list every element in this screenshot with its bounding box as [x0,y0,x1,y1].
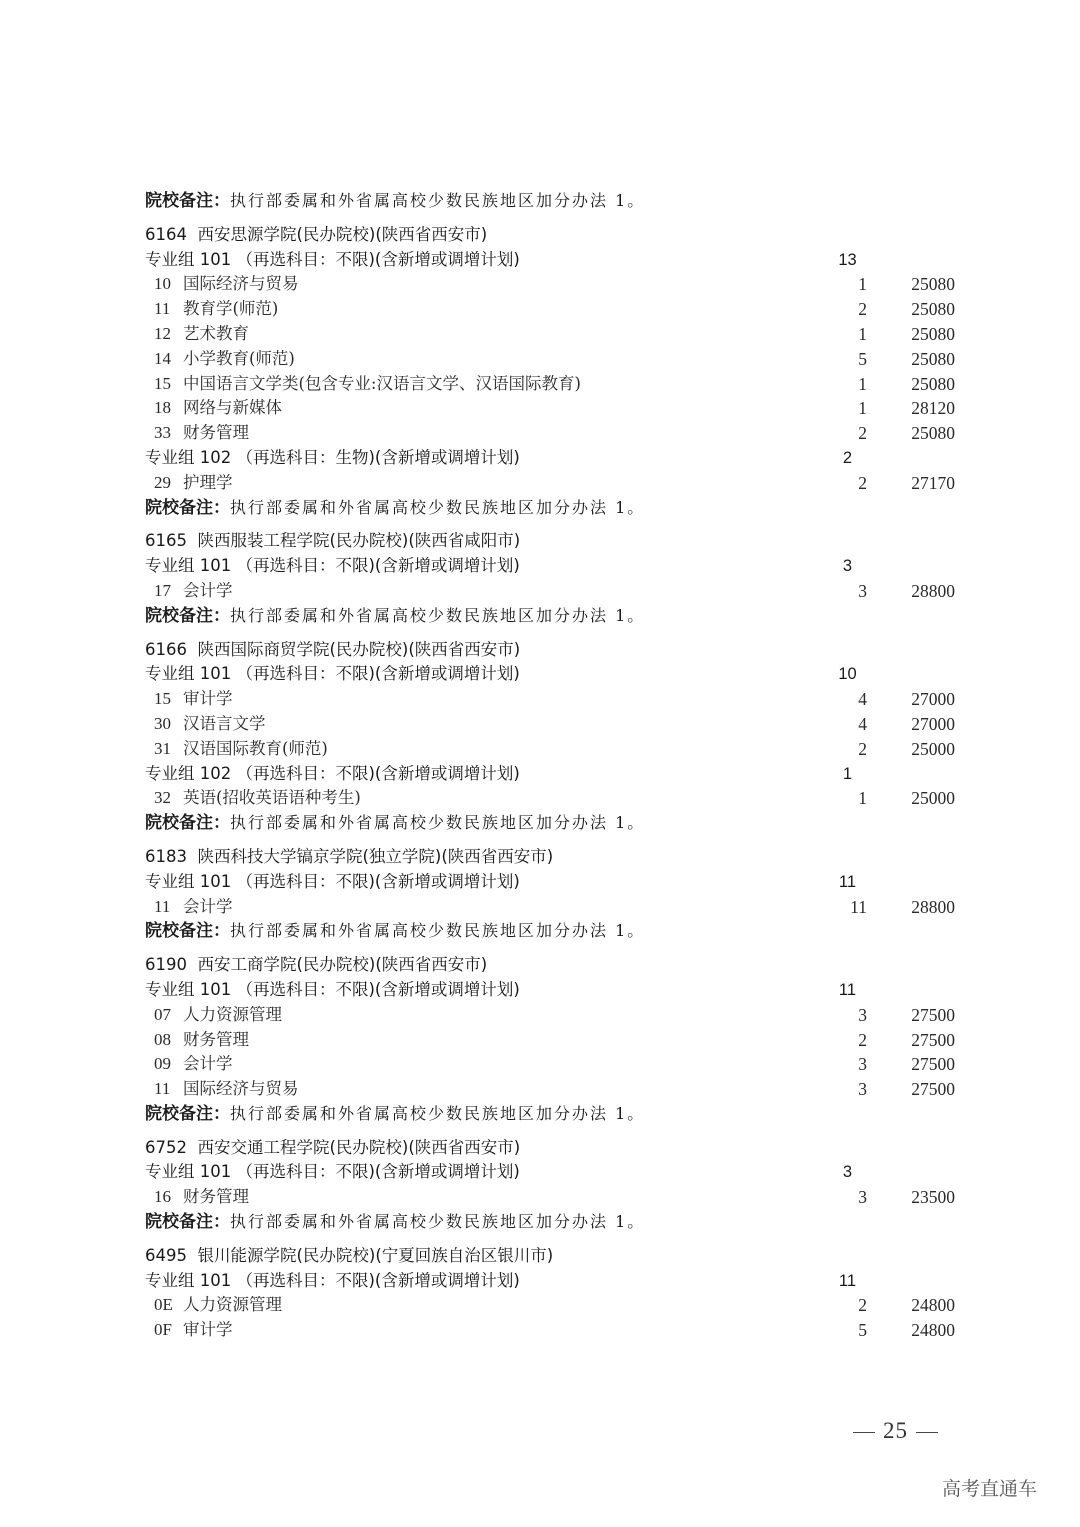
major-name: 财务管理 [183,1029,249,1049]
watermark: 高考直通车 [942,1478,1038,1500]
major-group-header [145,762,965,787]
school-remark [145,604,965,629]
major-name: 会计学 [183,580,233,600]
group-title: 专业组 101 （再选科目：不限)(含新增或调增计划) [145,664,520,684]
group-count: 3 [842,557,853,576]
major-code: 29 [154,472,171,492]
major-group-header [145,978,965,1003]
major-group-header [145,1269,965,1294]
major-row [145,471,965,496]
group-title: 专业组 101 （再选科目：不限)(含新增或调增计划) [145,1162,520,1182]
major-name: 教育学(师范) [183,299,279,319]
major-name: 小学教育(师范) [183,348,295,368]
school-header [145,1244,965,1269]
remark-label: 院校备注： [145,921,230,942]
group-count: 2 [842,448,853,467]
school-code: 6164 [145,224,187,244]
remark-label: 院校备注： [145,1103,230,1124]
school-code: 6495 [145,1245,187,1265]
major-fee: 25080 [911,323,955,344]
major-row [145,737,965,762]
major-count: 3 [858,1079,867,1100]
major-count: 2 [858,299,867,320]
major-code: 15 [154,373,171,393]
major-row [145,1185,965,1210]
group-title: 专业组 102 （再选科目：不限)(含新增或调增计划) [145,763,520,783]
major-row [145,786,965,811]
group-title: 专业组 101 （再选科目：不限)(含新增或调增计划) [145,871,520,891]
major-fee: 25080 [911,423,955,444]
group-count: 11 [838,980,857,999]
major-name: 汉语国际教育(师范) [183,738,328,758]
remark-text: 执行部委属和外省属高校少数民族地区加分办法 1。 [230,191,646,210]
major-fee: 25080 [911,348,955,369]
major-code: 12 [154,323,171,343]
major-count: 1 [858,323,867,344]
major-count: 2 [858,738,867,759]
major-code: 08 [154,1029,171,1049]
document-page [145,189,965,1343]
major-row [145,1052,965,1077]
major-fee: 25080 [911,299,955,320]
major-fee: 25080 [911,274,955,295]
major-name: 审计学 [183,1320,233,1340]
major-row [145,396,965,421]
major-code: 11 [154,299,171,319]
major-group-header [145,870,965,895]
major-fee: 25000 [911,788,955,809]
major-name: 人力资源管理 [183,1004,282,1024]
major-group-header [145,662,965,687]
group-title: 专业组 101 （再选科目：不限)(含新增或调增计划) [145,249,520,269]
dash-right [916,1432,938,1433]
major-fee: 27500 [911,1054,955,1075]
major-name: 网络与新媒体 [183,398,282,418]
major-name: 艺术教育 [183,323,249,343]
major-name: 英语(招收英语语种考生) [183,788,361,808]
major-code: 18 [154,398,171,418]
major-code: 11 [154,896,171,916]
major-count: 2 [858,1029,867,1050]
major-code: 11 [154,1079,171,1099]
school-header [145,638,965,663]
major-count: 5 [858,348,867,369]
major-fee: 24800 [911,1295,955,1316]
major-row [145,1077,965,1102]
major-code: 31 [154,738,171,758]
school-code: 6183 [145,846,187,866]
major-fee: 27500 [911,1004,955,1025]
remark-text: 执行部委属和外省属高校少数民族地区加分办法 1。 [230,497,646,517]
major-fee: 27000 [911,689,955,710]
school-header [145,845,965,870]
major-name: 财务管理 [183,1187,249,1207]
major-fee: 23500 [911,1187,955,1208]
remark-label: 院校备注： [145,191,230,211]
group-title: 专业组 101 （再选科目：不限)(含新增或调增计划) [145,556,520,576]
major-code: 10 [154,274,171,294]
major-row [145,421,965,446]
group-count: 10 [838,665,857,684]
major-row [145,1318,965,1343]
major-fee: 28800 [911,580,955,601]
major-row [145,687,965,712]
major-name: 人力资源管理 [183,1295,282,1315]
school-name: 陕西科技大学镐京学院(独立学院)(陕西省西安市) [197,846,554,866]
major-fee: 25080 [911,373,955,394]
remark-text: 执行部委属和外省属高校少数民族地区加分办法 1。 [230,1103,646,1123]
major-row [145,322,965,347]
school-header [145,223,965,248]
major-count: 2 [858,423,867,444]
page-number-value: 25 [883,1418,908,1443]
major-count: 3 [858,1054,867,1075]
major-count: 2 [858,1295,867,1316]
major-row [145,1293,965,1318]
school-remark [145,496,965,521]
school-code: 6165 [145,531,187,551]
major-fee: 28800 [911,896,955,917]
group-title: 专业组 101 （再选科目：不限)(含新增或调增计划) [145,979,520,999]
major-row [145,579,965,604]
school-name: 西安工商学院(民办院校)(陕西省西安市) [197,955,488,975]
remark-label: 院校备注： [145,1212,230,1233]
major-row [145,272,965,297]
group-count: 13 [838,250,857,269]
school-name: 银川能源学院(民办院校)(宁夏回族自治区银川市) [197,1245,554,1265]
major-row [145,347,965,372]
major-count: 3 [858,1004,867,1025]
major-count: 3 [858,580,867,601]
major-fee: 27000 [911,713,955,734]
major-code: 0F [154,1320,172,1340]
major-name: 审计学 [183,689,233,709]
major-count: 5 [858,1320,867,1341]
major-name: 护理学 [183,472,233,492]
school-code: 6190 [145,955,187,975]
major-count: 1 [858,398,867,419]
school-header [145,1136,965,1161]
major-fee: 24800 [911,1320,955,1341]
major-row [145,372,965,397]
school-remark [145,189,965,214]
major-row [145,1003,965,1028]
major-row [145,1028,965,1053]
major-code: 32 [154,788,171,808]
major-code: 30 [154,713,171,733]
major-code: 09 [154,1054,171,1074]
remark-label: 院校备注： [145,497,230,518]
major-name: 财务管理 [183,423,249,443]
major-code: 07 [154,1004,171,1024]
remark-label: 院校备注： [145,605,230,626]
major-name: 国际经济与贸易 [183,1079,299,1099]
school-remark [145,919,965,944]
major-count: 11 [850,896,867,917]
major-code: 16 [154,1187,171,1207]
dash-left [853,1432,875,1433]
major-fee: 28120 [911,398,955,419]
major-fee: 25000 [911,738,955,759]
major-count: 1 [858,788,867,809]
school-remark [145,811,965,836]
major-code: 14 [154,348,171,368]
group-count: 11 [838,1271,857,1290]
school-name: 西安思源学院(民办院校)(陕西省西安市) [197,224,488,244]
major-name: 汉语言文学 [183,713,266,733]
group-title: 专业组 101 （再选科目：不限)(含新增或调增计划) [145,1270,520,1290]
major-count: 1 [858,373,867,394]
group-count: 3 [842,1163,853,1182]
major-name: 会计学 [183,1054,233,1074]
major-name: 会计学 [183,896,233,916]
major-fee: 27500 [911,1029,955,1050]
major-count: 1 [858,274,867,295]
remark-text: 执行部委属和外省属高校少数民族地区加分办法 1。 [230,1212,646,1232]
remark-text: 执行部委属和外省属高校少数民族地区加分办法 1。 [230,921,646,941]
major-count: 3 [858,1187,867,1208]
major-count: 4 [858,689,867,710]
major-row [145,712,965,737]
major-group-header [145,446,965,471]
major-fee: 27500 [911,1079,955,1100]
school-header [145,953,965,978]
major-name: 国际经济与贸易 [183,274,299,294]
major-count: 2 [858,472,867,493]
remark-text: 执行部委属和外省属高校少数民族地区加分办法 1。 [230,605,646,625]
major-count: 4 [858,713,867,734]
major-group-header [145,248,965,273]
page-number [845,1418,946,1444]
school-remark [145,1102,965,1127]
school-code: 6166 [145,639,187,659]
major-code: 15 [154,689,171,709]
major-code: 17 [154,580,171,600]
school-name: 陕西国际商贸学院(民办院校)(陕西省西安市) [197,639,521,659]
major-fee: 27170 [911,472,955,493]
group-count: 11 [838,872,857,891]
major-row [145,297,965,322]
remark-text: 执行部委属和外省属高校少数民族地区加分办法 1。 [230,813,646,833]
group-title: 专业组 102 （再选科目：生物)(含新增或调增计划) [145,447,520,467]
school-header [145,529,965,554]
major-group-header [145,1160,965,1185]
major-row [145,895,965,920]
school-remark [145,1210,965,1235]
major-group-header [145,554,965,579]
remark-label: 院校备注： [145,813,230,834]
school-name: 陕西服装工程学院(民办院校)(陕西省咸阳市) [197,531,521,551]
major-code: 0E [154,1295,173,1315]
major-code: 33 [154,423,171,443]
school-name: 西安交通工程学院(民办院校)(陕西省西安市) [197,1137,521,1157]
group-count: 1 [842,764,853,783]
major-name: 中国语言文学类(包含专业:汉语言文学、汉语国际教育) [183,373,581,393]
school-code: 6752 [145,1137,187,1157]
